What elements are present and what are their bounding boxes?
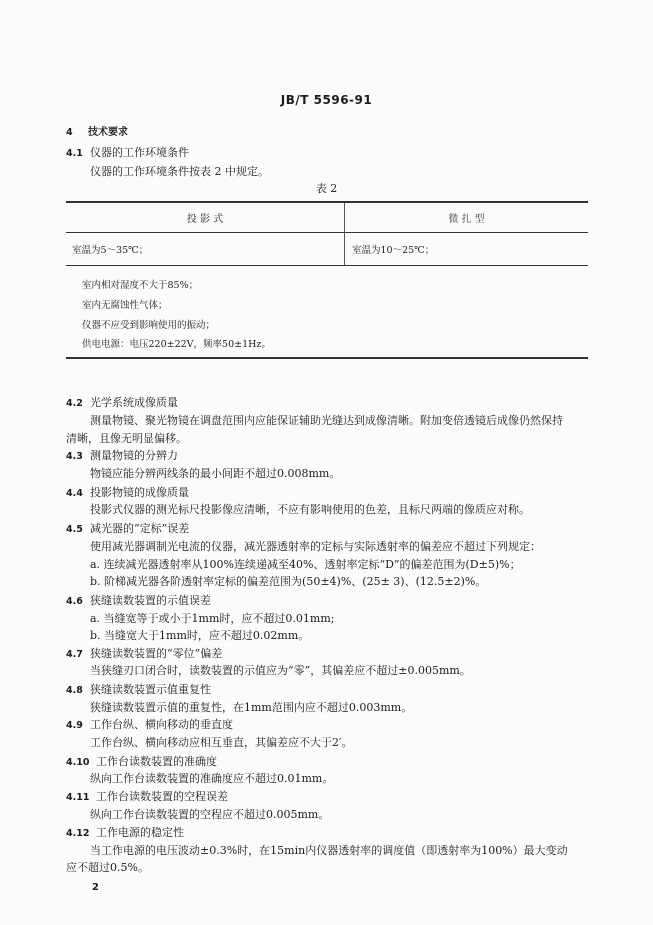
section-4-11-text: 纵向工作台读数装置的空程应不超过0.005mm。 (90, 808, 330, 821)
section-title: 仪器的工作环境条件 (90, 146, 189, 159)
section-4-4-text: 投影式仪器的测光标尺投影像应清晰，不应有影响使用的色差，且标尺两端的像质应对称。 (90, 503, 530, 516)
section-title: 工作台读数装置的准确度 (96, 755, 217, 768)
table-caption: 表 2 (315, 182, 338, 195)
section-title: 狭缝读数装置的示值误差 (90, 594, 211, 607)
col2-value: 室温为10～25℃； (352, 245, 435, 256)
section-4-3-heading (66, 449, 178, 464)
table-header-rule (66, 232, 588, 233)
table-row-rule (66, 265, 588, 266)
section-number: 4.2 (66, 398, 83, 409)
section-number: 4.5 (66, 524, 83, 535)
page-number: 2 (92, 882, 99, 893)
section-4-12-text: 当工作电源的电压波动±0.3%时，在15min内仪器透射率的调度值（即透射率为100%）最大变动 (90, 844, 568, 857)
table-row: 室内无腐蚀性气体； (82, 300, 168, 311)
section-4-12-heading (66, 826, 184, 841)
section-4-4-heading (66, 486, 189, 501)
section-4-5-text: 使用减光器调制光电流的仪器，减光器透射率的定标与实际透射率的偏差应不超过下列规定： (90, 540, 541, 553)
table-bottom-rule (66, 357, 588, 359)
section-title: 狭缝读数装置的“零位”偏差 (90, 647, 223, 660)
section-4-5-item-b: b. 阶梯减光器各阶透射率定标的偏差范围为(50±4)%、(25± 3)、(12.5±2)%。 (90, 575, 487, 588)
section-4-11-heading (66, 790, 228, 805)
section-4-2-heading (66, 396, 178, 411)
section-4-6-item-b: b. 当缝宽大于1mm时，应不超过0.02mm。 (90, 629, 310, 642)
section-number: 4.3 (66, 451, 83, 462)
table-row: 室内相对湿度不大于85%； (82, 280, 199, 291)
section-4-10-text: 纵向工作台读数装置的准确度应不超过0.01mm。 (90, 772, 334, 785)
section-title: 工作台读数装置的空程误差 (96, 790, 228, 803)
section-number: 4.7 (66, 649, 83, 660)
section-4-2-text: 清晰，且像无明显偏移。 (66, 432, 187, 445)
section-4-8-heading (66, 683, 211, 698)
section-4-10-heading (66, 755, 217, 770)
table-top-rule (66, 201, 588, 203)
section-4-7-text: 当狭缝刃口闭合时，读数装置的示值应为“零”，其偏差应不超过±0.005mm。 (90, 664, 471, 677)
section-title: 技术要求 (88, 127, 128, 138)
section-4-3-text: 物镜应能分辨两线条的最小间距不超过0.008mm。 (90, 467, 341, 480)
section-title: 测量物镜的分辨力 (90, 449, 178, 462)
section-number: 4.4 (66, 488, 83, 499)
col2-header: 微 扎 型 (448, 214, 485, 225)
section-4-1-text: 仪器的工作环境条件按表 2 中规定。 (90, 165, 269, 178)
section-4-9-heading (66, 718, 233, 733)
section-title: 减光器的“定标”误差 (90, 522, 190, 535)
section-4-6-heading (66, 594, 211, 609)
section-number: 4.11 (66, 792, 90, 803)
section-4-8-text: 狭缝读数装置示值的重复性，在1mm范围内应不超过0.003mm。 (90, 701, 413, 714)
section-number: 4.10 (66, 757, 90, 768)
section-number: 4.9 (66, 720, 83, 731)
table-row: 供电电源：电压220±22V，频率50±1Hz。 (82, 339, 271, 350)
section-4-9-text: 工作台纵、横向移动应相互垂直，其偏差应不大于2′。 (90, 736, 353, 749)
section-number: 4 (66, 127, 73, 138)
section-title: 狭缝读数装置示值重复性 (90, 683, 211, 696)
col1-value: 室温为5～35℃； (72, 245, 149, 256)
section-4-5-item-a: a. 连续减光器透射率从100%连续递减至40%、透射率定标“D”的偏差范围为(D±5)%； (90, 558, 521, 571)
section-title: 工作电源的稳定性 (96, 826, 184, 839)
section-number: 4.1 (66, 148, 83, 159)
table-row: 仪器不应受到影响使用的振动； (82, 320, 216, 331)
section-number: 4.8 (66, 685, 83, 696)
col1-header: 投 影 式 (186, 214, 224, 225)
section-number: 4.6 (66, 596, 83, 607)
standard-code-header: JB/T 5596-91 (280, 93, 373, 107)
section-4-1-heading (66, 146, 189, 161)
section-4-6-item-a: a. 当缝宽等于或小于1mm时，应不超过0.01mm; (90, 612, 335, 625)
section-title: 工作台纵、横向移动的垂直度 (90, 718, 233, 731)
section-number: 4.12 (66, 828, 90, 839)
section-4-5-heading (66, 522, 189, 537)
section-4-12-text: 应不超过0.5%。 (66, 861, 149, 874)
section-4-7-heading (66, 647, 222, 662)
section-4-2-text: 测量物镜、聚光物镜在调盘范围内应能保证辅助光缝达到成像清晰。附加变倍透镜后成像仍然保持 (90, 414, 563, 427)
section-title: 光学系统成像质量 (90, 396, 178, 409)
section-4-heading (66, 125, 128, 140)
section-title: 投影物镜的成像质量 (90, 486, 189, 499)
